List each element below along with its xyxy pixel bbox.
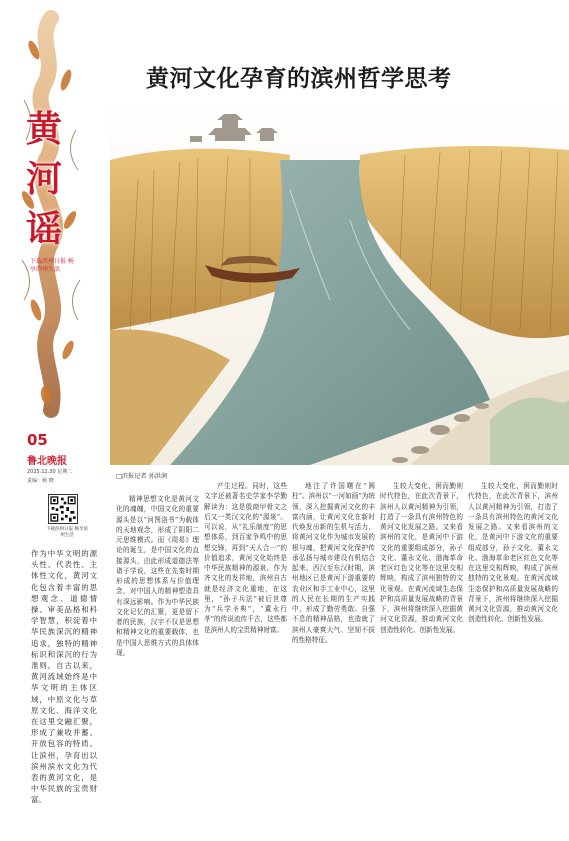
article-body-column-5: 生较大变化，困而勤则时代特色，在此次背景下，滨州人以黄河精神为引领，打造了一条具有滨州特色的黄河文化发展之路。又来看滨州的文化，是黄河中下游文化的重要组成部分，孙子文化、董永文化、渤海革命老区红色文化等在这里交相辉映，构成了滨州独特的文化景观。在黄河流域生态保护和高质量发展战略的背景下，滨州将继续深入挖掘黄河文化资源，推动黄河文化创造性转化、创新性发展。 — [468, 482, 558, 624]
article-body-column-4: 生较大变化，困而勤则时代特色，在此次背景下，滨州人以黄河精神为引领，打造了一条具有滨州特色的黄河文化发展之路。又来看滨州的文化，是黄河中下游文化的重要组成部分，孙子文化、董永文化、渤海革命老区红色文化等在这里交相辉映，构成了滨州独特的文化景观。在黄河流域生态保护和高质量发展战略的背景下，滨州将继续深入挖掘黄河文化资源，推动黄河文化创造性转化、创新性发展。 — [380, 482, 463, 634]
article-body-column-3: 地注了许国曙在“圆柱”。滨州以“一河如画”为统领，深入挖掘黄河文化的丰富内涵，让黄河文化在新时代焕发出新的生机与活力，将黄河文化作为城市发展的根与魂，把黄河文化保护传承弘扬与城市建设有机结合起来。西汉至东汉时期，滨州地区已是黄河下游重要的农业区和手工业中心，这里的人民在长期的生产实践中，形成了勤劳勇敢、自强不息的精神品格，也造就了滨州人豪爽大气、坚韧不拔的性格特征。 — [292, 482, 375, 644]
article-body-column-2: 产生过程。同时，这些文字还被著名史学家李学勤解读为：这是殷商甲骨文之后又一类汉文化的“源泉”。可以说，从“礼乐制度”的思想体系，到百家争鸣中的思想交锋，再到“天人合一”的价值追求，黄河文化始终是中华民族精神的源泉。作为齐文化的发祥地，滨州自古就是经济文化重地，在这里，“孙子兵法”被后世尊为“兵学圣典”，“董永行孝”的传说流传千古，这些都是滨州人的宝贵精神财富。 — [204, 482, 287, 634]
column-intro-text: 作为中华文明的源头性、代表性、主体性文化，黄河文化包含着丰富的思想观念、道德情操、审美品格和科学智慧，积淀着中华民族深沉的精神追求，独特的精神标识和深沉的行为准则。自古以来，黄河流域始终是中华文明的主体区域，中原文化与草原文化、海洋文化在这里交融汇聚，形成了兼收并蓄、开放包容的特质。让滨州，孕育出以滨州滨水文化为代表的黄河文化，是中华民族的宝贵财富。 — [31, 549, 97, 805]
issue-date: 2025.12.30 星期二 — [27, 469, 73, 475]
qr-code-icon[interactable] — [48, 494, 78, 524]
sidebar — [0, 0, 102, 841]
article-body-column-1: 精神思想文化是黄河文化的魂魄，中国文化的重要源头是以“河图洛书”为载体的天地观念，形成了阴阳二元思维模式。而《周易》理论的诞生，是中国文化的直接源头，由此形成道德法等诸子学说，这些在先秦时期形成的思想体系与价值理念，对中国人的精神塑造具有深远影响。作为中华民族文化记忆的汇聚，更是留下者的民族，汉字不仅是思想和精神文化的重要载体，也是中国人思维方式的具体体现。 — [116, 495, 199, 657]
hero-illustration — [110, 100, 569, 465]
article-byline: □滨报记者 孙洪润 — [116, 473, 168, 480]
column-subtitle: 下载滨州日报 畅享滨州生活 — [30, 258, 74, 273]
paper-name: 鲁北晚报 — [27, 456, 67, 467]
page-number: 05 — [27, 431, 48, 449]
editor-credit: 责编：杨 晓 — [27, 478, 54, 484]
article-headline: 黄河文化孕育的滨州哲学思考 — [146, 65, 452, 92]
column-title: 黄河谣 — [25, 108, 62, 250]
qr-caption: 下载滨州日报 畅享滨州生活 — [46, 527, 88, 538]
